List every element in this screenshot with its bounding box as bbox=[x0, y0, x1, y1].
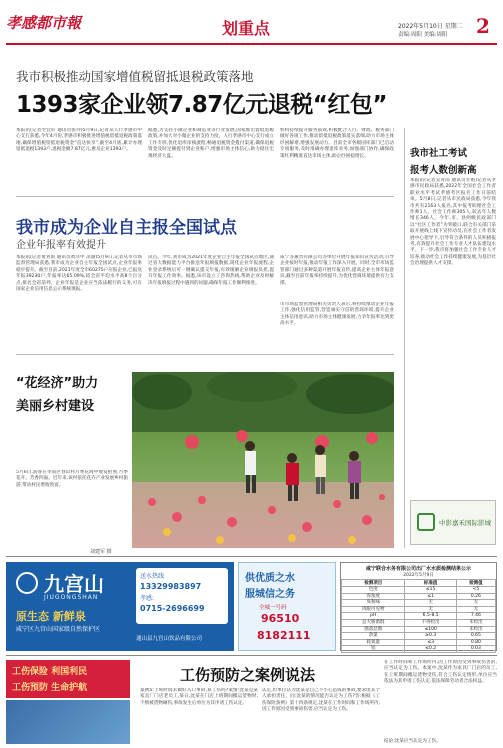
page-number: 2 bbox=[476, 14, 490, 38]
sidebar-body: 本报讯(记者吴青雨 通讯员甘娟)记者从孝感市民政局获悉,2022年全国社会工作者职业水平考试孝感考区报名工作日前结束。5月8日,记者从市民政局获悉,今年我市共有2163人报名,其中报考助理社会工作师1人、社会工作师305人,较去年人数增长346人。今年,市、县两级民政部门以“社区工作者”为突破口,联合有关部门采取开展线上线下宣传动员,在社会工作者发展中心指导下,引导符合条件的人员积极报考,有效提升社会工作专业人才队伍建设水平。下一步,我市将加强社会工作专业人才培养,推动社会工作持续健康发展,为基层社会治理提供人才支撑。 bbox=[410, 178, 496, 267]
second-column-2: 试点。今年,我市成为2021年度企业自主年报全国试点地区,通过省大数据能力平台推送年报填报数据,简化企业年报流程,企业登录系统后可一键确认提交年报,有效缓解企业填报负担,提升年报工作效率。据悉,该市设立了咨询热线,帮助企业及时解决年报填报过程中遇到的问题,确保年报工作顺利推进。 bbox=[148, 255, 274, 286]
newspaper-logo: 孝感都市報 bbox=[6, 14, 82, 32]
injury-insurance-ad bbox=[6, 660, 130, 698]
case-column-3: 在工作时间和工作场所内,因工作原因受到事故伤害的,应当认定为工伤。本案中,沈某作为家具厂门店的员工,在上班期间搬运货物受伤,符合工伤认定情形,单位应当依法为其申请工伤认定,依法保障劳动者合法权益。 bbox=[384, 660, 497, 685]
bottom-ad-photo bbox=[6, 700, 130, 744]
photo-title bbox=[16, 372, 142, 414]
report-cell: 未检出 bbox=[456, 626, 495, 633]
report-cell: 无 bbox=[405, 600, 456, 607]
report-cell: ≤1 bbox=[405, 593, 456, 600]
cinema-ad bbox=[410, 500, 496, 545]
second-subhead: 企业年报率有效提升 bbox=[16, 240, 106, 251]
masthead-rule bbox=[6, 43, 497, 45]
report-cell: 余氯 bbox=[342, 633, 405, 640]
lead-column-2: 据悉,为支持小微企业和制造业等行业发展,国家推出留抵退税政策,并加大对小微企业的支持力度。人行孝感市中心支行成立工作专班,优化退库审核流程,畅通退税资金拨付渠道,确保退税资金及时足额拨付到企业账户,增强市场主体信心,助力稳住宏观经济大盘。 bbox=[148, 128, 274, 159]
report-cell: 不得检出 bbox=[405, 619, 456, 626]
report-cell: 6.5-8.5 bbox=[405, 613, 456, 620]
water-phone-2: 8182111 bbox=[257, 629, 311, 642]
section-title: 划重点 bbox=[222, 19, 271, 38]
case-title: 工伤预防之案例说法 bbox=[180, 666, 316, 684]
jiugongshan-slogan: 原生态 新鲜泉 bbox=[16, 610, 86, 623]
report-cell: 未检出 bbox=[456, 619, 495, 626]
report-cell: ≤100 bbox=[405, 626, 456, 633]
lead-column-3: 机构持续提升服务质效,积极配合人行、财政、税务部门做好各项工作,推动留抵退税政策落实落细,助力市场主体纾困解难,增强发展动力。目前全市各级国库部门已启动专项服务,及时准确办理退库业务,加强部门协作,确保政策红利精准直达市场主体,助企纾困稳增长。 bbox=[280, 128, 394, 159]
jiugongshan-brand-en: JIUGONGSHAN bbox=[44, 594, 99, 601]
editors-line: 责编:周阳 美编:周阳 bbox=[398, 32, 448, 38]
report-table-body bbox=[342, 587, 496, 653]
photo-title-line-2: 美丽乡村建设 bbox=[16, 399, 95, 414]
sidebar-headline-line-2: 报考人数创新高 bbox=[410, 165, 477, 176]
sidebar-headline-line-1: 我市社工考试 bbox=[410, 148, 468, 159]
report-header-cell: 检测项目 bbox=[342, 580, 405, 587]
report-cell: ≤3 bbox=[405, 639, 456, 646]
report-cell: 菌落总数 bbox=[342, 626, 405, 633]
report-cell: <5 bbox=[456, 587, 495, 594]
report-row bbox=[342, 606, 496, 613]
sidebar-headline bbox=[410, 145, 498, 176]
jiugongshan-brand: 九宫山 bbox=[44, 572, 104, 596]
report-cell: 耗氧量 bbox=[342, 639, 405, 646]
case-column-1: 案例5:上班时间未做好入口事故,算工伤吗?案情:沈某是某家具厂门店老员工,某日,沈某在门店上班期间搬运货物时,不慎被货物砸伤,事故发生后单位为其申请工伤认定。 bbox=[140, 688, 258, 706]
case-column-2: 认定,但单位认为沈某是自己不小心造成的事故,要求由其个人承担责任。问:沈某的情况能否认定为工伤?答:根据《工伤保险条例》第十四条规定,沈某在工作时间和工作场所内,因工作原因受到事故伤害,应当认定为工伤。 bbox=[262, 688, 380, 713]
report-cell: 肉眼可见物 bbox=[342, 606, 405, 613]
report-cell: 0.65 bbox=[456, 633, 495, 640]
report-cell: 浑浊度 bbox=[342, 593, 405, 600]
divider bbox=[16, 354, 394, 355]
report-cell: 0.03 bbox=[456, 646, 495, 653]
report-date: 2022年5月9日 bbox=[403, 573, 434, 578]
section-rule bbox=[6, 655, 497, 656]
report-header-cell: 检测值 bbox=[456, 580, 495, 587]
report-row bbox=[342, 646, 496, 653]
photo-caption: 5月6日,游客在孝南区春山村月季花海中观赏拍照,月季花开、芳香四溢。近年来,该村依托花卉产业发展乡村旅游,带动村民增收致富。 bbox=[16, 470, 128, 488]
flower-field-illustration bbox=[132, 372, 394, 548]
second-headline: 我市成为企业自主报全国试点 bbox=[16, 218, 237, 238]
report-row bbox=[342, 613, 496, 620]
photo-credit: 刘建军 摄 bbox=[90, 549, 112, 555]
report-header-row bbox=[342, 580, 496, 587]
report-row bbox=[342, 619, 496, 626]
jiugongshan-ad bbox=[6, 562, 234, 651]
masthead bbox=[0, 0, 503, 46]
report-cell: pH bbox=[342, 613, 405, 620]
injury-ad-line-1: 工伤保险 利国利民 bbox=[12, 667, 88, 677]
report-row bbox=[342, 593, 496, 600]
lead-kicker: 我市积极推动国家增值税留抵退税政策落地 bbox=[16, 69, 254, 84]
date-line: 2022年5月10日 星期二 bbox=[398, 23, 463, 30]
report-row bbox=[342, 600, 496, 607]
report-cell: 铝 bbox=[342, 646, 405, 653]
report-cell: 总大肠菌群 bbox=[342, 619, 405, 626]
hotline-area-label: 孝感: bbox=[140, 595, 155, 602]
second-column-1: 本报讯(记者黄青雨 通讯员黄洋中 凉渝)5月9日,记者从市市场监督管理局获悉,我市成为企业自主年报全国试点,企业年报率稳步提升。截至目前,2021年度全市60275户应报企业,已报送年报39230户,年报率达65.09%,较全省平均水平高8个百分点,排名全省前列。企业年报是企业应当依法履行的义务,可在国家企业信用信息公示系统填报。 bbox=[16, 255, 142, 293]
water-title-bottom: 服城信之务 bbox=[245, 589, 295, 600]
jiugongshan-tagline: 咸宁区九宫山国家级自然保护区 bbox=[16, 626, 101, 633]
second-column-4: 市市场监督管理局相关负责人表示,将持续推动企业年报工作,强化信用监管,营造诚实守信的营商环境,提升企业主体信用意识,助力市场主体健康发展,力争年报率达到更高水平。 bbox=[280, 302, 394, 327]
report-cell: ≤0.2 bbox=[405, 646, 456, 653]
report-cell: 7.46 bbox=[456, 613, 495, 620]
lead-headline: 1393家企业领7.87亿元退税“红包” bbox=[16, 92, 387, 118]
report-cell: 0.80 bbox=[456, 639, 495, 646]
water-service-ad bbox=[238, 562, 336, 651]
report-row bbox=[342, 587, 496, 594]
cinema-brand: 中影嘉禾国际影城 bbox=[439, 519, 491, 527]
report-cell: ≤15 bbox=[405, 587, 456, 594]
report-cell: 无 bbox=[456, 600, 495, 607]
jiugongshan-company: 通山县九宫山饮品有限公司 bbox=[136, 636, 203, 642]
report-row bbox=[342, 639, 496, 646]
report-title: 咸宁联合水务有限公司出厂水水质检测结果公示 bbox=[365, 566, 471, 572]
report-row bbox=[342, 626, 496, 633]
photo-title-line-1: “花经济”助力 bbox=[16, 376, 99, 391]
hotline-phone-1: 13329983897 bbox=[140, 582, 202, 591]
hotline-phone-2: 0715-2696699 bbox=[140, 604, 205, 613]
case-answer: 结论:沈某应当认定为工伤。 bbox=[384, 739, 441, 744]
cinema-logo-icon bbox=[417, 513, 435, 531]
injury-ad-line-2: 工伤预防 生命护航 bbox=[12, 683, 88, 693]
water-title-top: 供优质之水 bbox=[245, 573, 295, 584]
lead-column-1: 本报讯(记者宅宜轩 通讯员张玲)5月9日,记者从人行孝感市中心支行获悉,今年4月份,孝感市积极推进增值税留抵退税政策落地,确保增值税留抵退税资金“直达快享”,截至4月底,累计办理留抵退税1393户,退税金额7.87亿元,惠及企业1393户。 bbox=[16, 128, 142, 153]
jiugongshan-logo-icon bbox=[16, 572, 38, 594]
water-quality-report bbox=[340, 562, 497, 651]
report-header-cell: 标准值 bbox=[405, 580, 456, 587]
report-cell: 无 bbox=[405, 606, 456, 613]
divider bbox=[16, 196, 394, 197]
second-column-3: 咸宁等兼营有限公司等单位开展年报知识宣传活动,引导企业按时年报,推动年报工作深入开展。同时,全市市场监管部门通过多种渠道开展年报宣传,提高企业主体年报意识,截至目前年报率持续提升,为优化营商环境提供有力支撑。 bbox=[280, 255, 394, 286]
hotline-label: 送水热线 bbox=[140, 573, 165, 580]
sidebar-rule bbox=[404, 128, 405, 548]
report-cell: 臭和味 bbox=[342, 600, 405, 607]
flower-field-photo bbox=[132, 372, 394, 548]
water-phone-1: 96510 bbox=[261, 612, 300, 625]
section-rule bbox=[6, 556, 497, 557]
report-cell: 无 bbox=[456, 606, 495, 613]
report-cell: 0.26 bbox=[456, 593, 495, 600]
report-row bbox=[342, 633, 496, 640]
report-table bbox=[341, 579, 496, 653]
jiugongshan-contact bbox=[136, 568, 228, 624]
water-phone-label: 全城一号码 bbox=[259, 605, 287, 611]
report-cell: ≥0.3 bbox=[405, 633, 456, 640]
report-cell: 色度 bbox=[342, 587, 405, 594]
